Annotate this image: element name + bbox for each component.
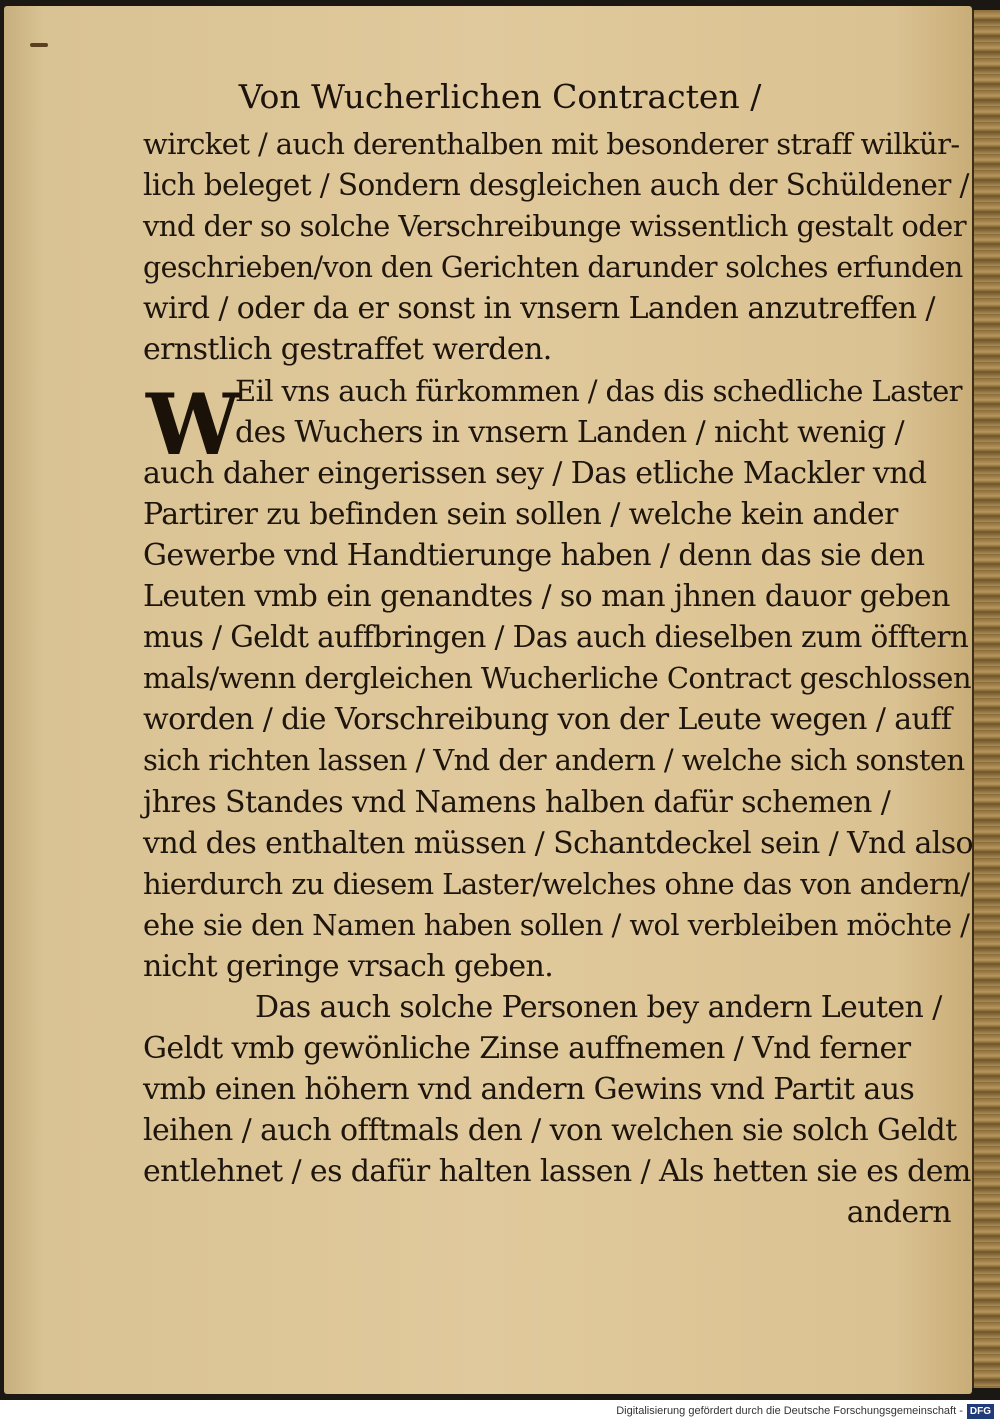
decorated-initial: W [146,375,241,474]
text-line: ernstlich gestraffet werden. [143,332,552,368]
text-line: lich beleget / Sondern desgleichen auch der Schüldener / [143,168,969,203]
text-line: wircket / auch derenthalben mit besonderer straff wilkür- [143,127,960,161]
text-line: hierdurch zu diesem Laster/welches ohne das von andern/ [143,866,970,901]
body-text [143,124,973,1234]
text-line: jhres Standes vnd Namens halben dafür schemen / [143,784,891,820]
text-line: auch daher eingerissen sey / Das etliche Mackler vnd [143,455,927,491]
text-line: wird / oder da er sonst in vnsern Landen anzutreffen / [143,291,935,327]
text-line: ehe sie den Namen haben sollen / wol verbleiben möchte / [143,907,970,942]
catchword: andern [846,1195,951,1231]
margin-mark [30,43,48,47]
text-line: entlehnet / es dafür halten lassen / Als hetten sie es dem [143,1154,971,1190]
text-line: worden / die Vorschreibung von der Leute wegen / auff [143,702,952,738]
text-line: vnd der so solche Verschreibunge wissentlich gestalt oder [143,209,966,244]
text-line: nicht geringe vrsach geben. [143,948,554,984]
text-line: des Wuchers in vnsern Landen / nicht wenig / [235,414,905,450]
page-edge [972,10,1000,1388]
dfg-logo: DFG [967,1404,994,1419]
footer-credit: Digitalisierung gefördert durch die Deutsche Forschungsgemeinschaft - [616,1405,963,1417]
text-line: Geldt vmb gewönliche Zinse auffnemen / Vnd ferner [143,1031,911,1067]
text-line: vmb einen höhern vnd andern Gewins vnd Partit aus [143,1072,915,1108]
text-line: mals/wenn dergleichen Wucherliche Contract geschlossen [143,661,971,696]
text-line: sich richten lassen / Vnd der andern / welche sich sonsten [143,743,965,778]
text-line: vnd des enthalten müssen / Schantdeckel sein / Vnd also [143,825,973,861]
text-line: Partirer zu befinden sein sollen / welche kein ander [143,496,898,532]
text-line: mus / Geldt auffbringen / Das auch dieselben zum öfftern [143,620,969,655]
digitization-footer [0,1400,1000,1423]
text-line: Eil vns auch fürkommen / das dis schedliche Laster [235,373,962,408]
text-line: Gewerbe vnd Handtierunge haben / denn das sie den [143,537,925,573]
text-line: Leuten vmb ein genandtes / so man jhnen dauor geben [143,579,950,615]
text-line: Das auch solche Personen bey andern Leuten / [255,989,942,1025]
running-head: Von Wucherlichen Contracten / [238,77,762,116]
text-line: geschrieben/von den Gerichten darunder solches erfunden [143,251,963,285]
text-line: leihen / auch offtmals den / von welchen sie solch Geldt [143,1113,957,1149]
